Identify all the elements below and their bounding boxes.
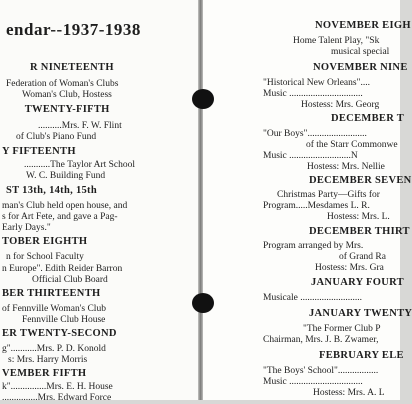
- date-heading: NOVEMBER NINE: [313, 62, 408, 73]
- event-line: s: Mrs. Harry Morris: [8, 355, 88, 365]
- date-heading: TOBER EIGHTH: [2, 236, 88, 247]
- event-line: Christmas Party—Gifts for: [277, 190, 380, 200]
- event-line: Hostess: Mrs. L.: [327, 212, 390, 222]
- left-page: [0, 0, 198, 403]
- date-heading: ST 13th, 14th, 15th: [6, 185, 97, 196]
- event-line: "Historical New Orleans"....: [263, 78, 370, 88]
- date-heading: NOVEMBER EIGH: [315, 20, 411, 31]
- event-line: musical special: [331, 47, 390, 57]
- event-line: of Club's Piano Fund: [16, 132, 97, 142]
- calendar-title: endar--1937-1938: [6, 20, 141, 39]
- date-heading: Y FIFTEENTH: [2, 146, 76, 157]
- event-line: W. C. Building Fund: [26, 171, 106, 181]
- binding-hole: [192, 293, 214, 313]
- right-page: [203, 0, 412, 400]
- event-line: ...............Mrs. Edward Force: [2, 393, 112, 403]
- date-heading: DECEMBER THIRT: [309, 226, 410, 237]
- event-line: s for Art Fete, and gave a Pag-: [2, 212, 118, 222]
- event-line: Program arranged by Mrs.: [263, 241, 364, 251]
- date-heading: TWENTY-FIFTH: [22, 104, 110, 115]
- event-line: "The Former Club P: [303, 324, 381, 334]
- event-line: of Grand Ra: [339, 252, 386, 262]
- event-line: man's Club held open house, and: [2, 201, 128, 211]
- event-line: k"...............Mrs. E. H. House: [2, 382, 113, 392]
- event-line: Music ...............................: [263, 377, 363, 387]
- event-line: n for School Faculty: [6, 252, 84, 262]
- date-heading: FEBRUARY ELE: [319, 350, 404, 361]
- event-line: Woman's Club, Hostess: [22, 90, 112, 100]
- event-line: Official Club Board: [32, 275, 108, 285]
- event-line: Hostess: Mrs. Georg: [301, 100, 380, 110]
- date-heading: JANUARY FOURT: [311, 277, 404, 288]
- event-line: "The Boys' School".................: [263, 366, 379, 376]
- date-heading: ER TWENTY-SECOND: [2, 328, 117, 339]
- event-line: Home Talent Play, "Sk: [293, 36, 380, 46]
- date-heading: R NINETEENTH: [30, 62, 114, 73]
- event-line: Federation of Woman's Clubs: [6, 79, 119, 89]
- date-heading: VEMBER FIFTH: [2, 368, 87, 379]
- event-line: of Fennville Woman's Club: [2, 304, 106, 314]
- event-line: of the Starr Commonwe: [306, 140, 398, 150]
- event-line: Hostess: Mrs. A. L: [313, 388, 385, 398]
- event-line: ..........Mrs. F. W. Flint: [38, 121, 122, 131]
- event-line: Musicale ..........................: [263, 293, 362, 303]
- date-heading: DECEMBER SEVEN: [309, 175, 412, 186]
- event-line: Hostess: Mrs. Gra: [315, 263, 384, 273]
- event-line: n Europe". Edith Reider Barron: [2, 264, 123, 274]
- date-heading: BER THIRTEENTH: [2, 288, 101, 299]
- event-line: Hostess: Mrs. Nellie: [307, 162, 385, 172]
- event-line: Music ...............................: [263, 89, 363, 99]
- event-line: Early Days.": [2, 223, 51, 233]
- date-heading: JANUARY TWENTY: [309, 308, 412, 319]
- binding-hole: [192, 89, 214, 109]
- event-line: Program.....Mesdames L. R.: [263, 201, 370, 211]
- event-line: g"...........Mrs. P. D. Konold: [2, 344, 106, 354]
- event-line: Chairman, Mrs. J. B. Zwamer,: [263, 335, 379, 345]
- event-line: Fennville Club House: [22, 315, 106, 325]
- event-line: Music ..........................N: [263, 151, 358, 161]
- event-line: ...........The Taylor Art School: [24, 160, 136, 170]
- date-heading: DECEMBER T: [331, 113, 405, 124]
- event-line: "Our Boys".........................: [263, 129, 367, 139]
